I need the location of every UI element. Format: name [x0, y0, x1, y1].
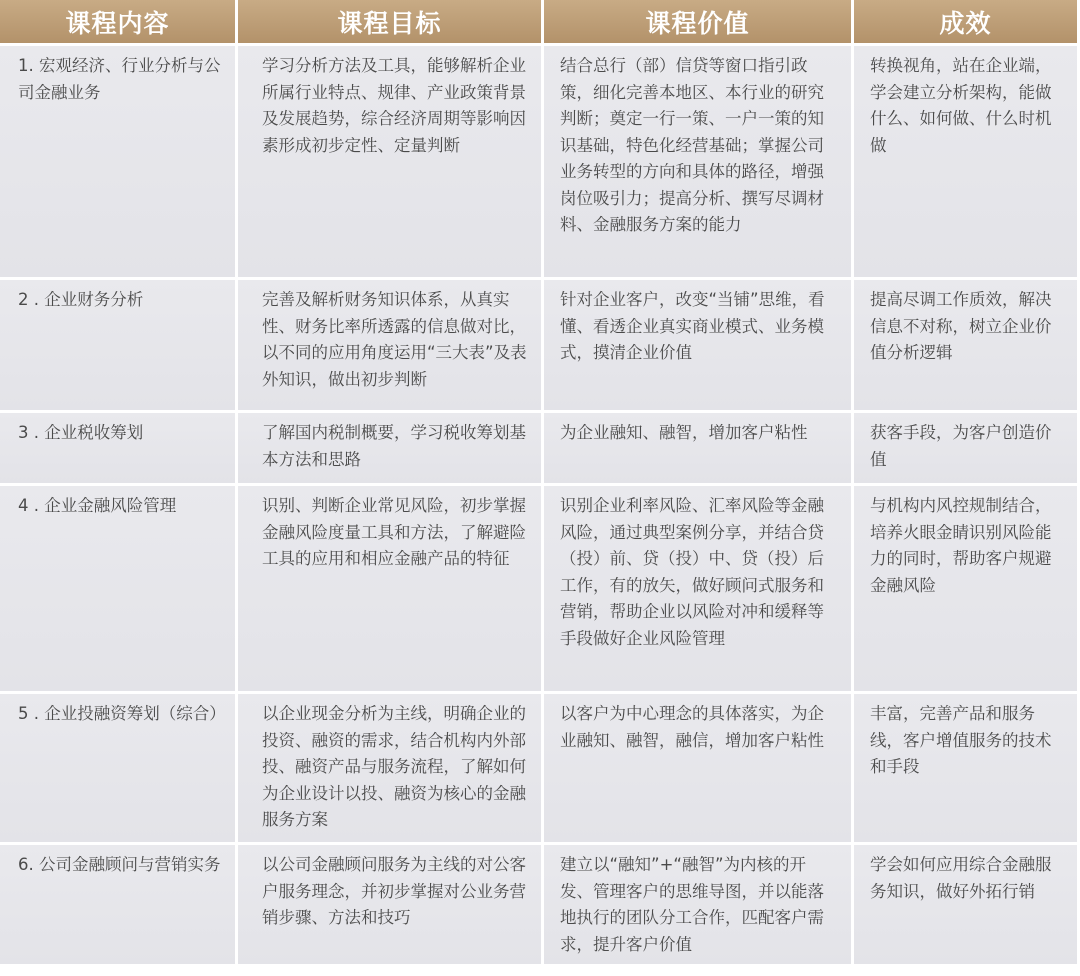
header-course-value: 课程价值: [544, 0, 851, 43]
cell-course-value: 以客户为中心理念的具体落实，为企业融知、融智，融信，增加客户粘性: [544, 694, 851, 842]
cell-course-goal: 以企业现金分析为主线，明确企业的投资、融资的需求，结合机构内外部投、融资产品与服务流程，了解如何为企业设计以投、融资为核心的金融服务方案: [238, 694, 541, 842]
header-course-goal: 课程目标: [238, 0, 541, 43]
cell-course-goal: 了解国内税制概要，学习税收筹划基本方法和思路: [238, 413, 541, 483]
cell-result: 提高尽调工作质效，解决信息不对称，树立企业价值分析逻辑: [854, 280, 1077, 410]
table-row: [0, 46, 1077, 277]
cell-course-value: 结合总行（部）信贷等窗口指引政策，细化完善本地区、本行业的研究判断；奠定一行一策、一户一策的知识基础，特色化经营基础；掌握公司业务转型的方向和具体的路径，增强岗位吸引力；提高分析、撰写尽调材料、金融服务方案的能力: [544, 46, 851, 277]
cell-course-content: 6. 公司金融顾问与营销实务: [0, 845, 235, 964]
cell-course-content: 1. 宏观经济、行业分析与公司金融业务: [0, 46, 235, 277]
cell-course-goal: 学习分析方法及工具，能够解析企业所属行业特点、规律、产业政策背景及发展趋势，综合经济周期等影响因素形成初步定性、定量判断: [238, 46, 541, 277]
table-row: [0, 486, 1077, 691]
cell-course-goal: 完善及解析财务知识体系，从真实性、财务比率所透露的信息做对比，以不同的应用角度运用“三大表”及表外知识，做出初步判断: [238, 280, 541, 410]
cell-course-goal: 识别、判断企业常见风险，初步掌握金融风险度量工具和方法，了解避险工具的应用和相应金融产品的特征: [238, 486, 541, 691]
cell-result: 学会如何应用综合金融服务知识，做好外拓行销: [854, 845, 1077, 964]
table-header: [0, 0, 1077, 43]
table-row: [0, 280, 1077, 410]
cell-course-content: 2 . 企业财务分析: [0, 280, 235, 410]
table-row: [0, 694, 1077, 842]
cell-course-value: 为企业融知、融智，增加客户粘性: [544, 413, 851, 483]
cell-course-value: 识别企业利率风险、汇率风险等金融风险，通过典型案例分享，并结合贷（投）前、贷（投）中、贷（投）后工作，有的放矢，做好顾问式服务和营销，帮助企业以风险对冲和缓释等手段做好企业风险管理: [544, 486, 851, 691]
cell-course-content: 5 . 企业投融资筹划（综合）: [0, 694, 235, 842]
cell-course-goal: 以公司金融顾问服务为主线的对公客户服务理念，并初步掌握对公业务营销步骤、方法和技巧: [238, 845, 541, 964]
cell-result: 获客手段，为客户创造价值: [854, 413, 1077, 483]
header-row: [0, 0, 1077, 43]
cell-result: 转换视角，站在企业端，学会建立分析架构，能做什么、如何做、什么时机做: [854, 46, 1077, 277]
cell-result: 丰富，完善产品和服务线，客户增值服务的技术和手段: [854, 694, 1077, 842]
table-row: [0, 413, 1077, 483]
header-result: 成效: [854, 0, 1077, 43]
table-row: [0, 845, 1077, 964]
table-body: [0, 46, 1077, 964]
cell-result: 与机构内风控规制结合，培养火眼金睛识别风险能力的同时，帮助客户规避金融风险: [854, 486, 1077, 691]
header-course-content: 课程内容: [0, 0, 235, 43]
cell-course-content: 4 . 企业金融风险管理: [0, 486, 235, 691]
cell-course-content: 3 . 企业税收筹划: [0, 413, 235, 483]
cell-course-value: 针对企业客户，改变“当铺”思维，看懂、看透企业真实商业模式、业务模式，摸清企业价值: [544, 280, 851, 410]
cell-course-value: 建立以“融知”+“融智”为内核的开发、管理客户的思维导图，并以能落地执行的团队分工合作，匹配客户需求，提升客户价值: [544, 845, 851, 964]
